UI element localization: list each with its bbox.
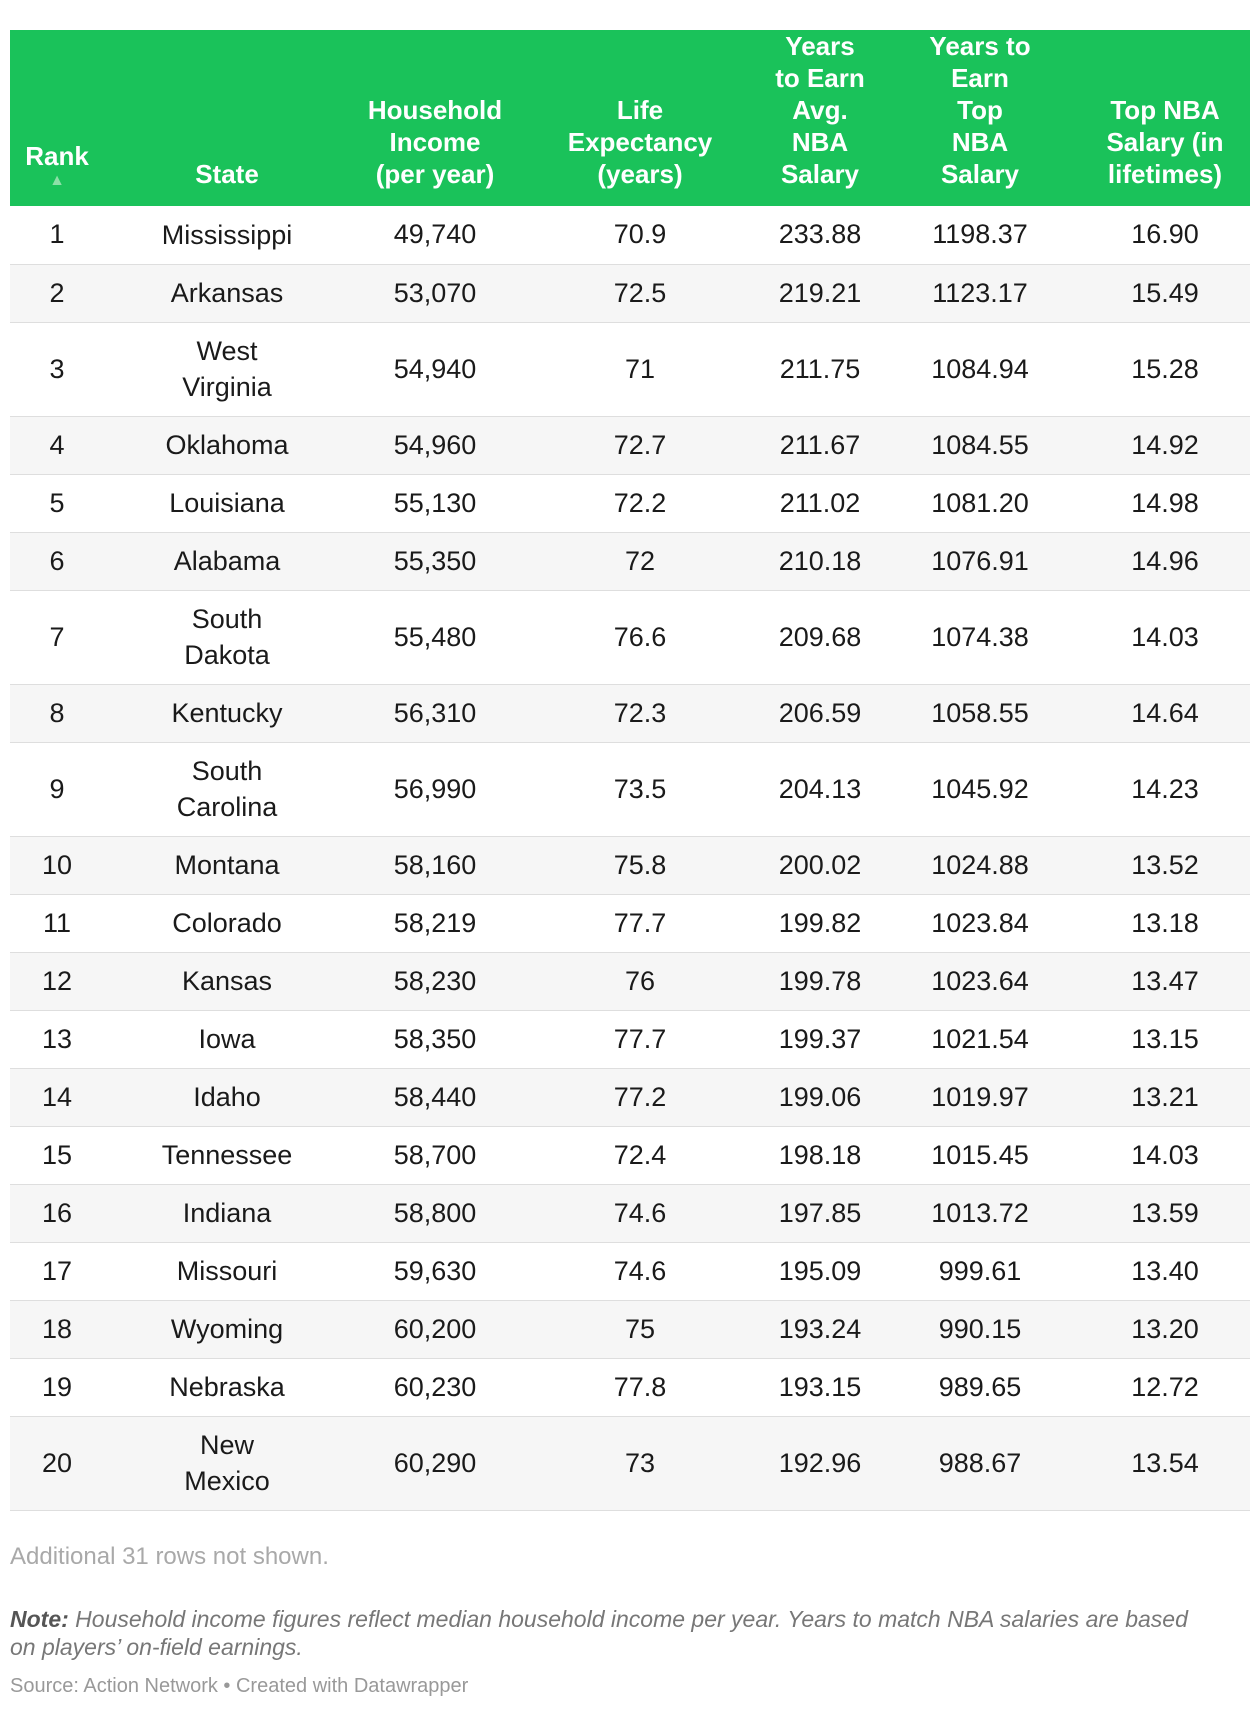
lifetimes-cell: 14.03 <box>1080 1126 1250 1184</box>
state-name-line: Oklahoma <box>165 430 289 460</box>
state-cell <box>104 416 350 474</box>
state-cell <box>104 952 350 1010</box>
income-cell: 58,160 <box>350 836 520 894</box>
column-header-household-income[interactable] <box>350 30 520 206</box>
years-avg-cell: 219.21 <box>760 264 880 322</box>
years-top-cell: 1015.45 <box>880 1126 1080 1184</box>
state-name-line: Wyoming <box>170 1314 284 1344</box>
lifetimes-cell: 14.92 <box>1080 416 1250 474</box>
state-name-line: South <box>191 756 263 786</box>
header-label-line: Earn <box>951 63 1009 93</box>
table-row <box>10 952 1250 1010</box>
lifetimes-cell: 16.90 <box>1080 206 1250 264</box>
life-expectancy-cell: 76 <box>520 952 760 1010</box>
table-row <box>10 836 1250 894</box>
lifetimes-cell: 13.47 <box>1080 952 1250 1010</box>
table-row <box>10 1358 1250 1416</box>
income-cell: 60,230 <box>350 1358 520 1416</box>
life-expectancy-cell: 72.4 <box>520 1126 760 1184</box>
income-cell: 54,940 <box>350 322 520 416</box>
rank-cell: 11 <box>10 894 104 952</box>
header-label-line: Years <box>785 31 855 61</box>
years-top-cell: 1123.17 <box>880 264 1080 322</box>
header-label-line: Salary (in <box>1106 127 1224 157</box>
state-name-line: Kansas <box>181 966 273 996</box>
years-top-cell: 990.15 <box>880 1300 1080 1358</box>
years-avg-cell: 193.15 <box>760 1358 880 1416</box>
lifetimes-cell: 14.64 <box>1080 684 1250 742</box>
column-header-state[interactable] <box>104 30 350 206</box>
state-cell <box>104 1358 350 1416</box>
rank-cell: 10 <box>10 836 104 894</box>
years-avg-cell: 197.85 <box>760 1184 880 1242</box>
table-row <box>10 1126 1250 1184</box>
years-top-cell: 1024.88 <box>880 836 1080 894</box>
lifetimes-cell: 13.21 <box>1080 1068 1250 1126</box>
table-row <box>10 1242 1250 1300</box>
state-cell <box>104 1416 350 1510</box>
life-expectancy-cell: 74.6 <box>520 1184 760 1242</box>
table-row <box>10 474 1250 532</box>
years-avg-cell: 209.68 <box>760 590 880 684</box>
lifetimes-cell: 13.52 <box>1080 836 1250 894</box>
years-top-cell: 1076.91 <box>880 532 1080 590</box>
sort-ascending-icon[interactable]: ▲ <box>49 172 65 189</box>
life-expectancy-cell: 76.6 <box>520 590 760 684</box>
footnote <box>10 1605 1210 1661</box>
rank-cell: 16 <box>10 1184 104 1242</box>
table-body <box>10 206 1250 1510</box>
life-expectancy-cell: 75.8 <box>520 836 760 894</box>
table-row <box>10 1300 1250 1358</box>
life-expectancy-cell: 72 <box>520 532 760 590</box>
years-avg-cell: 193.24 <box>760 1300 880 1358</box>
state-name-line: Tennessee <box>161 1140 293 1170</box>
years-top-cell: 1019.97 <box>880 1068 1080 1126</box>
income-cell: 53,070 <box>350 264 520 322</box>
table-row <box>10 684 1250 742</box>
income-cell: 60,200 <box>350 1300 520 1358</box>
table-row <box>10 264 1250 322</box>
state-name-line: Alabama <box>173 546 281 576</box>
lifetimes-cell: 14.03 <box>1080 590 1250 684</box>
years-avg-cell: 206.59 <box>760 684 880 742</box>
lifetimes-cell: 14.98 <box>1080 474 1250 532</box>
header-label-line: NBA <box>951 127 1009 157</box>
lifetimes-cell: 13.59 <box>1080 1184 1250 1242</box>
state-name-line: West <box>196 336 258 366</box>
years-top-cell: 1081.20 <box>880 474 1080 532</box>
state-cell <box>104 590 350 684</box>
income-cell: 58,800 <box>350 1184 520 1242</box>
years-avg-cell: 211.75 <box>760 322 880 416</box>
income-cell: 58,440 <box>350 1068 520 1126</box>
rank-cell: 15 <box>10 1126 104 1184</box>
header-label-line: Life <box>616 95 664 125</box>
state-cell <box>104 1300 350 1358</box>
state-cell <box>104 264 350 322</box>
state-name-line: Montana <box>174 850 280 880</box>
data-table <box>10 30 1250 1511</box>
lifetimes-cell: 15.49 <box>1080 264 1250 322</box>
column-header-years-top-nba[interactable] <box>880 30 1080 206</box>
years-top-cell: 1045.92 <box>880 742 1080 836</box>
years-top-cell: 1023.64 <box>880 952 1080 1010</box>
table-row <box>10 416 1250 474</box>
income-cell: 58,219 <box>350 894 520 952</box>
income-cell: 56,310 <box>350 684 520 742</box>
header-label-line: lifetimes) <box>1107 159 1223 189</box>
table-row <box>10 206 1250 264</box>
state-cell <box>104 836 350 894</box>
years-avg-cell: 233.88 <box>760 206 880 264</box>
column-header-years-avg-nba[interactable] <box>760 30 880 206</box>
header-label-line: NBA <box>791 127 849 157</box>
life-expectancy-cell: 77.2 <box>520 1068 760 1126</box>
rank-cell: 13 <box>10 1010 104 1068</box>
header-label-line: State <box>195 159 259 189</box>
income-cell: 54,960 <box>350 416 520 474</box>
rank-cell: 18 <box>10 1300 104 1358</box>
table-row <box>10 1416 1250 1510</box>
income-cell: 58,230 <box>350 952 520 1010</box>
years-top-cell: 988.67 <box>880 1416 1080 1510</box>
income-cell: 58,350 <box>350 1010 520 1068</box>
note-label: Note: <box>10 1606 69 1632</box>
income-cell: 56,990 <box>350 742 520 836</box>
years-top-cell: 1013.72 <box>880 1184 1080 1242</box>
lifetimes-cell: 13.20 <box>1080 1300 1250 1358</box>
header-label-line: (per year) <box>375 159 495 189</box>
rank-cell: 2 <box>10 264 104 322</box>
years-top-cell: 1074.38 <box>880 590 1080 684</box>
header-label-line: Income <box>389 127 481 157</box>
table-row <box>10 894 1250 952</box>
life-expectancy-cell: 73 <box>520 1416 760 1510</box>
header-label-line: to Earn <box>775 63 865 93</box>
state-cell <box>104 474 350 532</box>
header-label-line: Salary <box>780 159 860 189</box>
state-name-line: Dakota <box>184 640 270 670</box>
income-cell: 59,630 <box>350 1242 520 1300</box>
years-top-cell: 1198.37 <box>880 206 1080 264</box>
rank-cell: 4 <box>10 416 104 474</box>
state-name-line: Idaho <box>193 1082 261 1112</box>
state-name-line: Mississippi <box>161 219 293 250</box>
income-cell: 55,130 <box>350 474 520 532</box>
table-row <box>10 742 1250 836</box>
life-expectancy-cell: 71 <box>520 322 760 416</box>
state-name-line: New <box>199 1430 254 1460</box>
state-cell <box>104 1242 350 1300</box>
life-expectancy-cell: 75 <box>520 1300 760 1358</box>
state-name-line: Missouri <box>176 1256 278 1286</box>
table-container <box>10 30 1224 1511</box>
source-line: Source: Action Network • Created with Datawrapper <box>10 1675 469 1697</box>
years-avg-cell: 211.02 <box>760 474 880 532</box>
income-cell: 55,480 <box>350 590 520 684</box>
rank-cell: 3 <box>10 322 104 416</box>
years-avg-cell: 198.18 <box>760 1126 880 1184</box>
state-name-line: Iowa <box>198 1024 256 1054</box>
state-cell <box>104 1184 350 1242</box>
state-cell <box>104 322 350 416</box>
state-cell <box>104 1068 350 1126</box>
state-name-line: Virginia <box>182 372 272 402</box>
years-avg-cell: 200.02 <box>760 836 880 894</box>
years-avg-cell: 199.06 <box>760 1068 880 1126</box>
column-header-life-expectancy[interactable] <box>520 30 760 206</box>
lifetimes-cell: 15.28 <box>1080 322 1250 416</box>
state-name-line: Colorado <box>172 908 282 938</box>
table-row <box>10 590 1250 684</box>
life-expectancy-cell: 77.7 <box>520 1010 760 1068</box>
state-name-line: Indiana <box>182 1198 272 1228</box>
years-avg-cell: 195.09 <box>760 1242 880 1300</box>
state-name-line: Louisiana <box>169 488 285 518</box>
years-top-cell: 1058.55 <box>880 684 1080 742</box>
years-top-cell: 989.65 <box>880 1358 1080 1416</box>
header-label-line: Top NBA <box>1110 95 1220 125</box>
life-expectancy-cell: 73.5 <box>520 742 760 836</box>
income-cell: 55,350 <box>350 532 520 590</box>
additional-rows-note: Additional 31 rows not shown. <box>10 1543 329 1570</box>
rank-cell: 17 <box>10 1242 104 1300</box>
years-top-cell: 1021.54 <box>880 1010 1080 1068</box>
lifetimes-cell: 14.96 <box>1080 532 1250 590</box>
income-cell: 49,740 <box>350 206 520 264</box>
table-row <box>10 1010 1250 1068</box>
state-cell <box>104 1010 350 1068</box>
income-cell: 58,700 <box>350 1126 520 1184</box>
state-cell <box>104 742 350 836</box>
lifetimes-cell: 13.18 <box>1080 894 1250 952</box>
years-top-cell: 1084.55 <box>880 416 1080 474</box>
rank-cell: 14 <box>10 1068 104 1126</box>
rank-cell: 7 <box>10 590 104 684</box>
header-label-line: Rank <box>25 141 89 171</box>
column-header-top-nba-lifetimes[interactable] <box>1080 30 1250 206</box>
table-header <box>10 30 1250 206</box>
life-expectancy-cell: 77.7 <box>520 894 760 952</box>
lifetimes-cell: 14.23 <box>1080 742 1250 836</box>
rank-cell: 12 <box>10 952 104 1010</box>
life-expectancy-cell: 74.6 <box>520 1242 760 1300</box>
state-cell <box>104 532 350 590</box>
header-label-line: Top <box>957 95 1003 125</box>
table-row <box>10 532 1250 590</box>
life-expectancy-cell: 77.8 <box>520 1358 760 1416</box>
years-avg-cell: 210.18 <box>760 532 880 590</box>
years-avg-cell: 199.82 <box>760 894 880 952</box>
table-viewport[interactable] <box>10 30 1224 1511</box>
state-name-line: Carolina <box>176 792 278 822</box>
years-top-cell: 1023.84 <box>880 894 1080 952</box>
rank-cell: 5 <box>10 474 104 532</box>
life-expectancy-cell: 72.5 <box>520 264 760 322</box>
lifetimes-cell: 13.40 <box>1080 1242 1250 1300</box>
years-avg-cell: 192.96 <box>760 1416 880 1510</box>
header-label-line: Avg. <box>792 95 848 125</box>
life-expectancy-cell: 72.7 <box>520 416 760 474</box>
life-expectancy-cell: 72.3 <box>520 684 760 742</box>
rank-cell: 9 <box>10 742 104 836</box>
years-top-cell: 1084.94 <box>880 322 1080 416</box>
header-label-line: (years) <box>597 159 683 189</box>
state-name-line: Kentucky <box>171 698 283 728</box>
years-avg-cell: 199.37 <box>760 1010 880 1068</box>
state-name-line: Mexico <box>184 1466 270 1496</box>
table-row <box>10 1068 1250 1126</box>
income-cell: 60,290 <box>350 1416 520 1510</box>
note-text: Household income figures reflect median household income per year. Years to match NBA salaries are based on players’ on-field earnings. <box>10 1606 1188 1660</box>
lifetimes-cell: 12.72 <box>1080 1358 1250 1416</box>
header-label-line: Expectancy <box>567 127 713 157</box>
state-cell <box>104 684 350 742</box>
state-cell <box>104 1126 350 1184</box>
rank-cell: 1 <box>10 206 104 264</box>
state-name-line: Nebraska <box>169 1372 285 1402</box>
header-label-line: Household <box>367 95 503 125</box>
rank-cell: 19 <box>10 1358 104 1416</box>
rank-cell: 20 <box>10 1416 104 1510</box>
rank-cell: 8 <box>10 684 104 742</box>
table-row <box>10 1184 1250 1242</box>
rank-cell: 6 <box>10 532 104 590</box>
years-top-cell: 999.61 <box>880 1242 1080 1300</box>
state-name-line: Arkansas <box>170 278 284 308</box>
years-avg-cell: 211.67 <box>760 416 880 474</box>
lifetimes-cell: 13.54 <box>1080 1416 1250 1510</box>
state-cell <box>104 894 350 952</box>
table-row <box>10 322 1250 416</box>
state-name-line: South <box>191 604 263 634</box>
life-expectancy-cell: 72.2 <box>520 474 760 532</box>
header-label-line: Salary <box>940 159 1020 189</box>
years-avg-cell: 199.78 <box>760 952 880 1010</box>
lifetimes-cell: 13.15 <box>1080 1010 1250 1068</box>
header-row <box>10 30 1250 206</box>
state-cell <box>104 206 350 264</box>
years-avg-cell: 204.13 <box>760 742 880 836</box>
header-label-line: Years to <box>929 31 1031 61</box>
life-expectancy-cell: 70.9 <box>520 206 760 264</box>
column-header-rank[interactable] <box>10 30 104 206</box>
